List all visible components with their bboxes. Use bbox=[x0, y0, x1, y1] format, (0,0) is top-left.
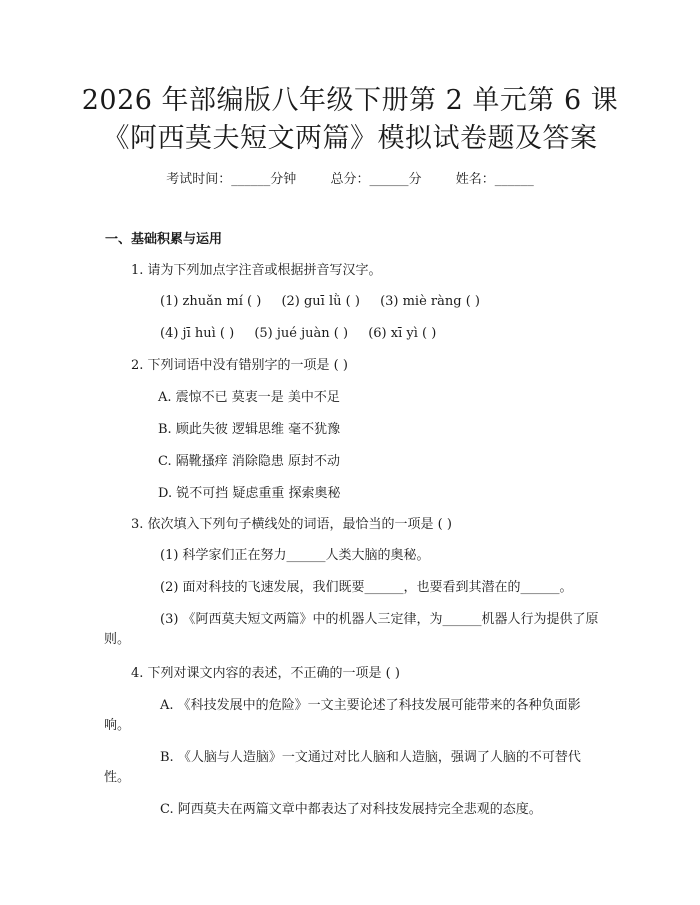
question-1-row-1 bbox=[160, 292, 480, 312]
question-1-row-2 bbox=[160, 324, 436, 344]
exam-title-line-1: 2026 年部编版八年级下册第 2 单元第 6 课 bbox=[81, 85, 619, 116]
question-2-stem: 2. 下列词语中没有错别字的一项是 ( ) bbox=[131, 358, 348, 373]
pinyin-item: (2) guī lǜ ( ) bbox=[281, 294, 360, 309]
question-3-sentence-1: (1) 科学家们正在努力______人类大脑的奥秘。 bbox=[160, 548, 430, 563]
pinyin-item: (1) zhuǎn mí ( ) bbox=[160, 294, 262, 309]
total-score-field: 总分：______分 bbox=[330, 172, 422, 187]
question-2-option-b: B. 顾此失彼 逻辑思维 毫不犹豫 bbox=[158, 422, 341, 437]
question-3-sentence-2: (2) 面对科技的飞速发展，我们既要______，也要看到其潜在的______。 bbox=[160, 580, 573, 595]
question-1-stem: 1. 请为下列加点字注音或根据拼音写汉字。 bbox=[131, 263, 382, 278]
question-2-option-c: C. 隔靴搔痒 消除隐患 原封不动 bbox=[158, 454, 341, 469]
pinyin-item: (4) jī huì ( ) bbox=[160, 326, 235, 341]
question-3-stem: 3. 依次填入下列句子横线处的词语，最恰当的一项是 ( ) bbox=[131, 517, 452, 532]
section-heading: 一、基础积累与运用 bbox=[105, 232, 223, 247]
question-4-option-b: B. 《人脑与人造脑》一文通过对比人脑和人造脑，强调了人脑的不可替代性。 bbox=[104, 750, 581, 785]
exam-time-field: 考试时间：______分钟 bbox=[166, 172, 297, 187]
pinyin-item: (6) xī yì ( ) bbox=[368, 326, 437, 341]
exam-info-row bbox=[0, 168, 700, 187]
question-4-stem: 4. 下列对课文内容的表述，不正确的一项是 ( ) bbox=[131, 666, 400, 681]
question-4-option-a: A. 《科技发展中的危险》一文主要论述了科技发展可能带来的各种负面影响。 bbox=[104, 698, 581, 733]
question-3-sentence-3: (3) 《阿西莫夫短文两篇》中的机器人三定律，为______机器人行为提供了原则。 bbox=[104, 612, 599, 647]
name-field: 姓名：______ bbox=[455, 172, 534, 187]
pinyin-item: (3) miè ràng ( ) bbox=[380, 294, 480, 309]
question-2-option-a: A. 震惊不已 莫衷一是 美中不足 bbox=[158, 390, 340, 405]
pinyin-item: (5) jué juàn ( ) bbox=[254, 326, 349, 341]
question-2-option-d: D. 锐不可挡 疑虑重重 探索奥秘 bbox=[158, 486, 341, 501]
exam-title-line-2: 《阿西莫夫短文两篇》模拟试卷题及答案 bbox=[102, 123, 598, 154]
question-4-option-c: C. 阿西莫夫在两篇文章中都表达了对科技发展持完全悲观的态度。 bbox=[160, 802, 542, 817]
